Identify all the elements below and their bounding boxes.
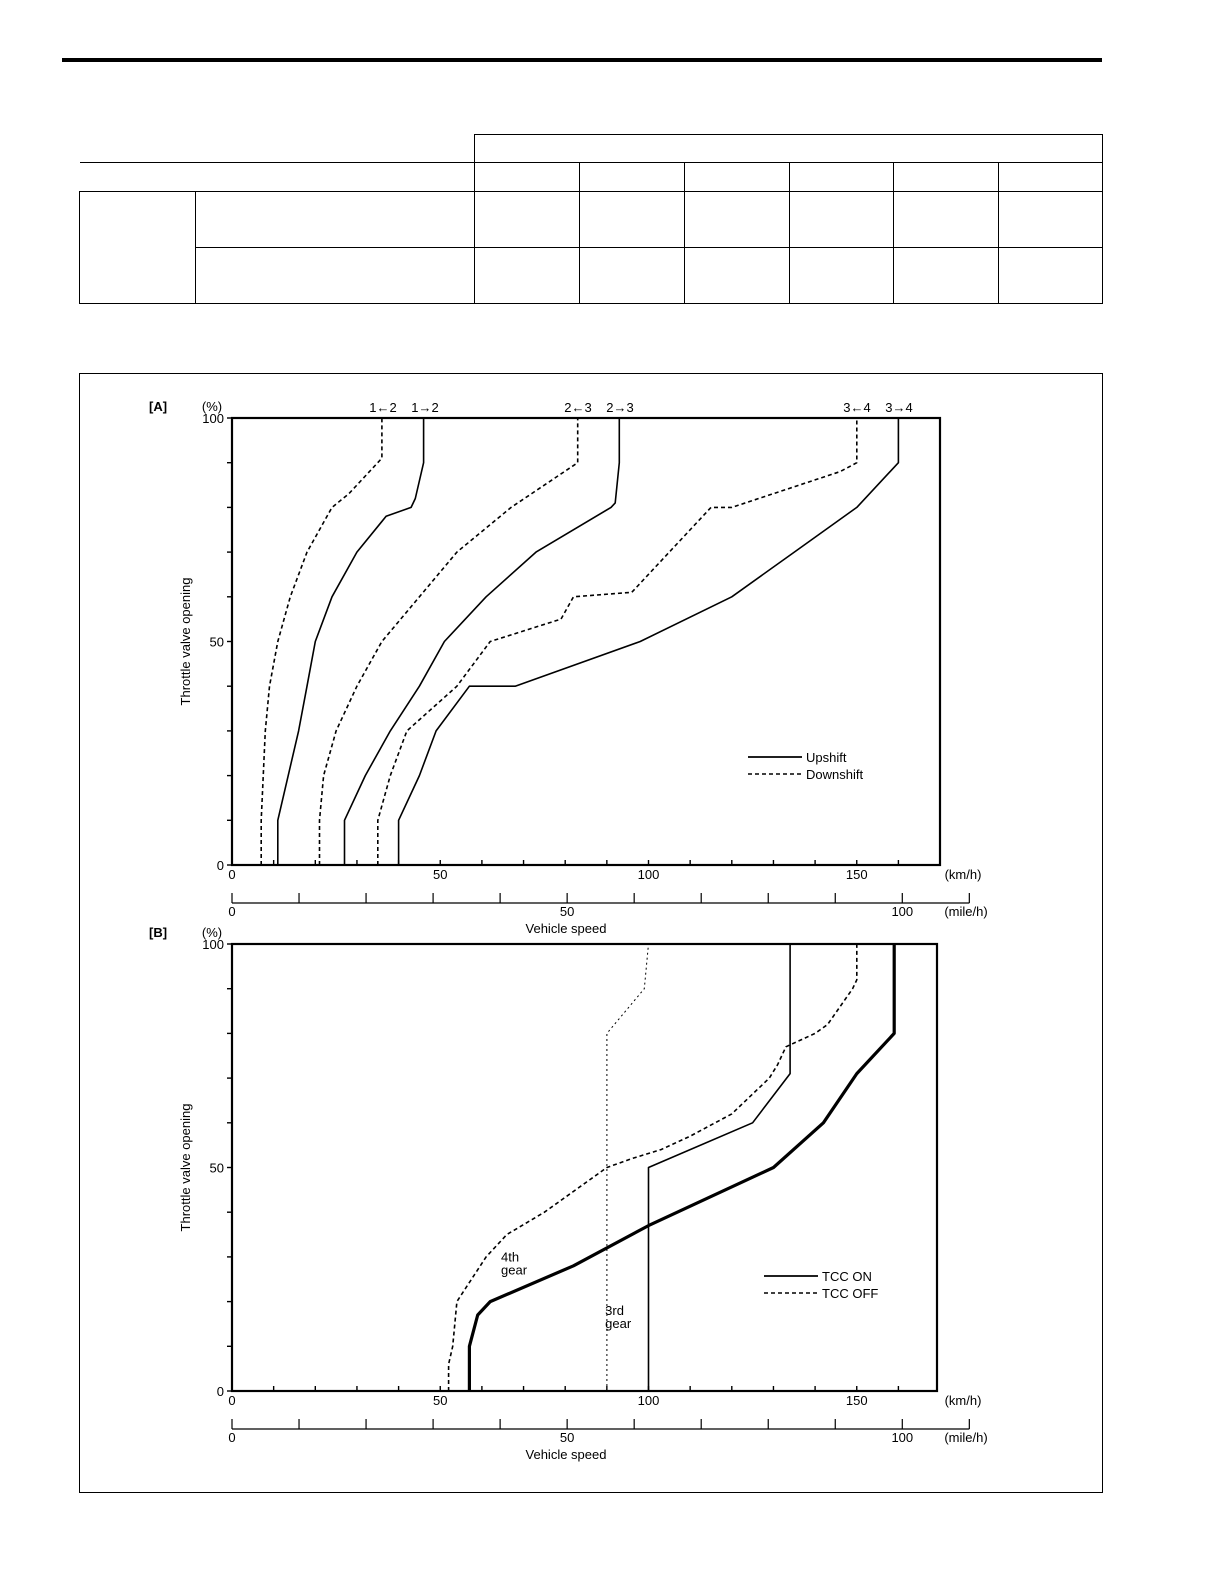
y-axis-title: Throttle valve opening: [178, 577, 193, 706]
x-axis-title: Vehicle speed: [525, 921, 607, 936]
series-line-5: [399, 418, 899, 865]
y-unit-label: (%): [201, 399, 223, 414]
y-tick-label: 0: [216, 1384, 224, 1399]
gear-annotation: 4th: [501, 1249, 520, 1265]
shift-label: 2←3: [564, 400, 592, 415]
x-tick-label-kmh: 50: [433, 1393, 448, 1408]
x-tick-label-kmh: 100: [637, 867, 660, 882]
x-unit-mph: (mile/h): [944, 1430, 988, 1445]
y-tick-label: 100: [202, 411, 224, 426]
x-tick-label-kmh: 0: [228, 867, 236, 882]
chart-panel-a: [149, 399, 988, 936]
series-line-0: [261, 418, 382, 865]
plot-frame: [232, 418, 940, 865]
legend-label: Upshift: [806, 750, 847, 765]
x-tick-label-mph: 100: [891, 904, 914, 919]
series-line-1: [278, 418, 424, 865]
y-tick-label: 0: [216, 858, 224, 873]
legend-label: TCC ON: [822, 1269, 872, 1284]
gear-annotation: 3rd: [605, 1303, 624, 1319]
series-line-1: [469, 944, 894, 1391]
x-unit-kmh: (km/h): [944, 1393, 982, 1408]
y-tick-label: 100: [202, 937, 224, 952]
x-tick-label-kmh: 0: [228, 1393, 236, 1408]
x-unit-kmh: (km/h): [944, 867, 982, 882]
series-line-3: [345, 418, 620, 865]
x-tick-label-mph: 50: [559, 1430, 575, 1445]
y-tick-label: 50: [209, 1160, 224, 1176]
series-line-0: [449, 944, 857, 1391]
x-tick-label-kmh: 50: [433, 867, 448, 882]
legend-label: TCC OFF: [822, 1286, 879, 1301]
y-axis-title: Throttle valve opening: [178, 1103, 193, 1232]
x-unit-mph: (mile/h): [944, 904, 988, 919]
panel-label: [A]: [149, 399, 168, 414]
x-tick-label-kmh: 100: [637, 1393, 660, 1408]
shift-label: 1←2: [369, 400, 397, 415]
panel-label: [B]: [149, 925, 168, 940]
y-unit-label: (%): [201, 925, 223, 940]
shift-label: 3→4: [885, 400, 913, 415]
shift-label: 1→2: [411, 400, 439, 415]
x-tick-label-mph: 100: [891, 1430, 914, 1445]
shift-label: 3←4: [843, 400, 871, 415]
x-tick-label-kmh: 150: [845, 1393, 868, 1408]
x-tick-label-kmh: 150: [845, 867, 868, 882]
legend-label: Downshift: [806, 767, 864, 782]
y-tick-label: 50: [209, 634, 224, 650]
shift-label: 2→3: [606, 400, 634, 415]
gear-annotation: gear: [605, 1316, 632, 1332]
plot-frame: [232, 944, 937, 1391]
gear-annotation: gear: [501, 1262, 528, 1278]
x-tick-label-mph: 50: [559, 904, 575, 919]
series-line-2: [320, 418, 578, 865]
x-tick-label-mph: 0: [228, 904, 236, 919]
x-axis-title: Vehicle speed: [525, 1447, 607, 1462]
series-line-3: [649, 944, 791, 1391]
chart-panel-b: [149, 925, 988, 1462]
x-tick-label-mph: 0: [228, 1430, 236, 1445]
